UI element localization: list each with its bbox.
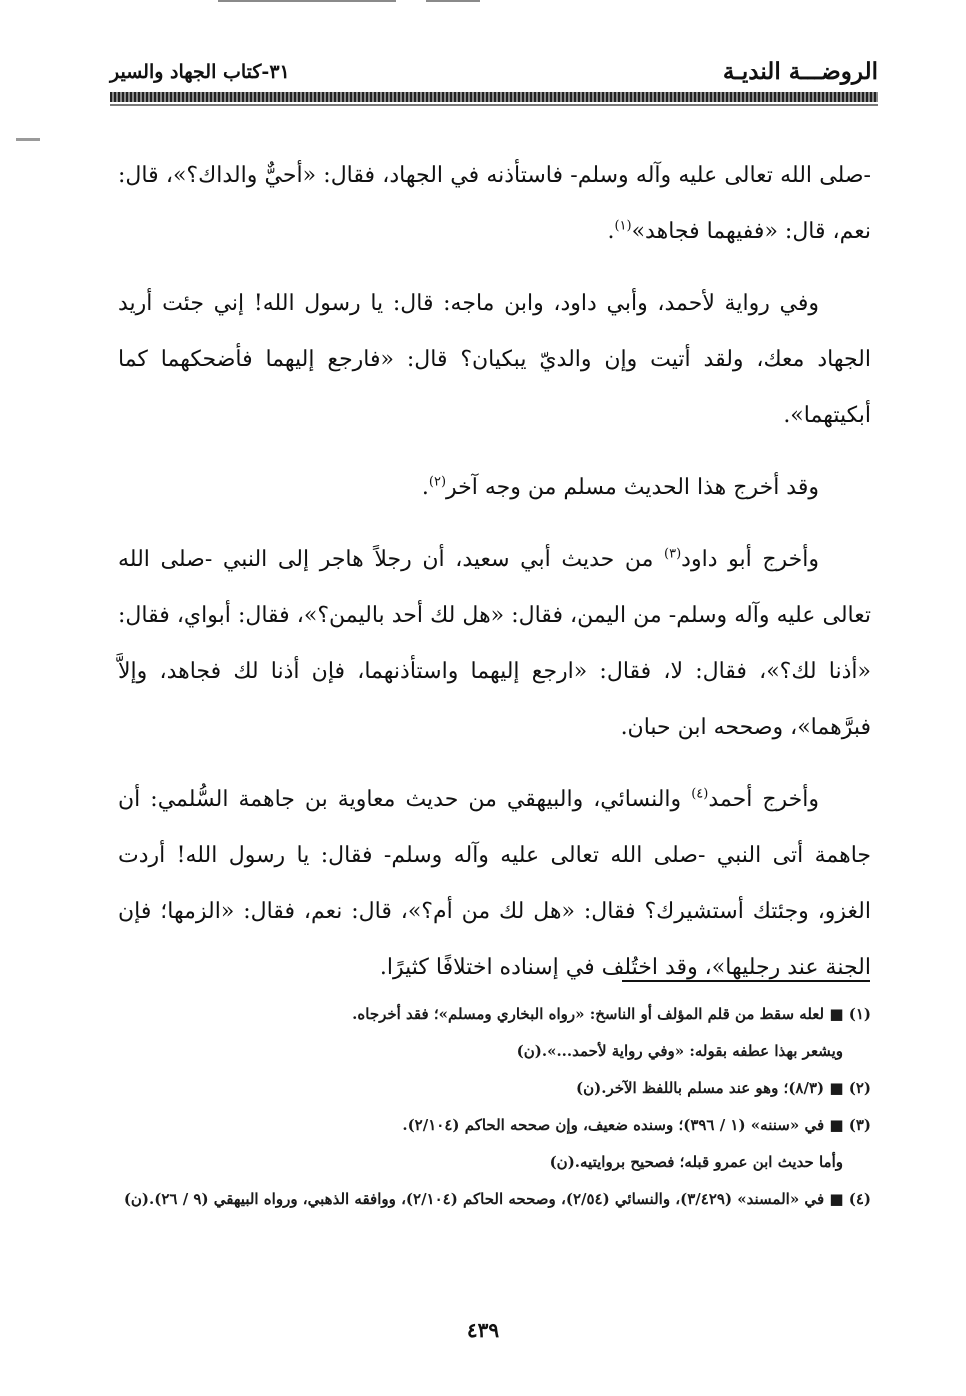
- top-scan-line: [426, 0, 480, 2]
- footnote-ref-2: (٢): [428, 474, 447, 490]
- footnote-1: (١) ■ لعله سقط من قلم المؤلف أو الناسخ: «رواه البخاري ومسلم»؛ فقد أخرجاه.: [352, 1005, 871, 1023]
- footnote-2: (٢) ■ (٨/٣)؛ وهو عند مسلم باللفظ الآخر.(ن): [576, 1079, 871, 1097]
- top-scan-line: [218, 0, 396, 2]
- footnote-3: (٣) ■ في «سننه» (١ / ٣٩٦)؛ وسنده ضعيف، وإن صححه الحاكم (٢/١٠٤).: [402, 1116, 871, 1134]
- footnote-3-continued: وأما حديث ابن عمرو قبله؛ فصحيح بروايتيه.(ن): [549, 1153, 843, 1171]
- footnote-4: (٤) ■ في «المسند» (٣/٤٢٩)، والنسائي (٢/٥٤)، وصححه الحاكم (٢/١٠٤)، ووافقه الذهبي، ورواه البيهقي (٩ / ٢٦).(ن): [123, 1190, 871, 1208]
- main-text: [118, 148, 871, 1012]
- paragraph-5: وأخرج أحمد$^{(٤)}$ والنسائي، والبيهقي من حديث معاوية بن جاهمة السُّلمي: أن جاهمة أتى النبي -صلى الله تعالى عليه وآله وسلم- فقال: يا رسول الله! أردت الغزو، وجئتك أستشيرك؟ فقال: «هل لك من أم؟»، قال: نعم، فقال: «الزمها؛ فإن الجنة عند رجليها»، وقد اختُلف في إسناده اختلافًا كثيرًا.: [118, 786, 871, 980]
- header-rule: [110, 92, 878, 102]
- book-title: الروضـــة النديـة: [722, 58, 878, 85]
- paragraph-1: -صلى الله تعالى عليه وآله وسلم- فاستأذنه في الجهاد، فقال: «أحيٌّ والداك؟»، قال: نعم، قال: «ففيهما فجاهد»$^{(١)}$.: [118, 163, 871, 244]
- scan-speck: [16, 138, 40, 141]
- paragraph-4: وأخرج أبو داود$^{(٣)}$ من حديث أبي سعيد، أن رجلاً هاجر إلى النبي -صلى الله تعالى عليه وآله وسلم- من اليمن، فقال: «هل لك أحد باليمن؟»، فقال: أبواي، فقال: «أذنا لك؟»، فقال: لا، فقال: «ارجع إليهما واستأذنهما، فإن أذنا لك فجاهد، وإلاَّ فبرَّهما»، وصححه ابن حبان.: [118, 546, 871, 740]
- footnotes: [110, 996, 871, 1218]
- paragraph-2: وفي رواية لأحمد، وأبي داود، وابن ماجه: قال: يا رسول الله! إني جئت أريد الجهاد معك، ولقد أتيت وإن والديّ يبكيان؟ قال: «فارجع إليهما فأضحكهما كما أبكيتهما».: [118, 291, 871, 428]
- footnote-rule: [622, 980, 870, 982]
- page-number: ٤٣٩: [466, 1318, 500, 1342]
- chapter-title: ٣١-كتاب الجهاد والسير: [110, 61, 290, 83]
- footnote-1-continued: ويشعر بهذا عطفه بقوله: «وفي رواية لأحمد...».(ن): [516, 1042, 843, 1060]
- header-rule-thin: [110, 104, 878, 106]
- footnote-ref-3: (٣): [664, 546, 682, 562]
- footnote-ref-1: (١): [614, 218, 632, 234]
- paragraph-3: وقد أخرج هذا الحديث مسلم من وجه آخر$^{(٢)}$.: [421, 474, 819, 500]
- footnote-ref-4: (٤): [691, 786, 709, 802]
